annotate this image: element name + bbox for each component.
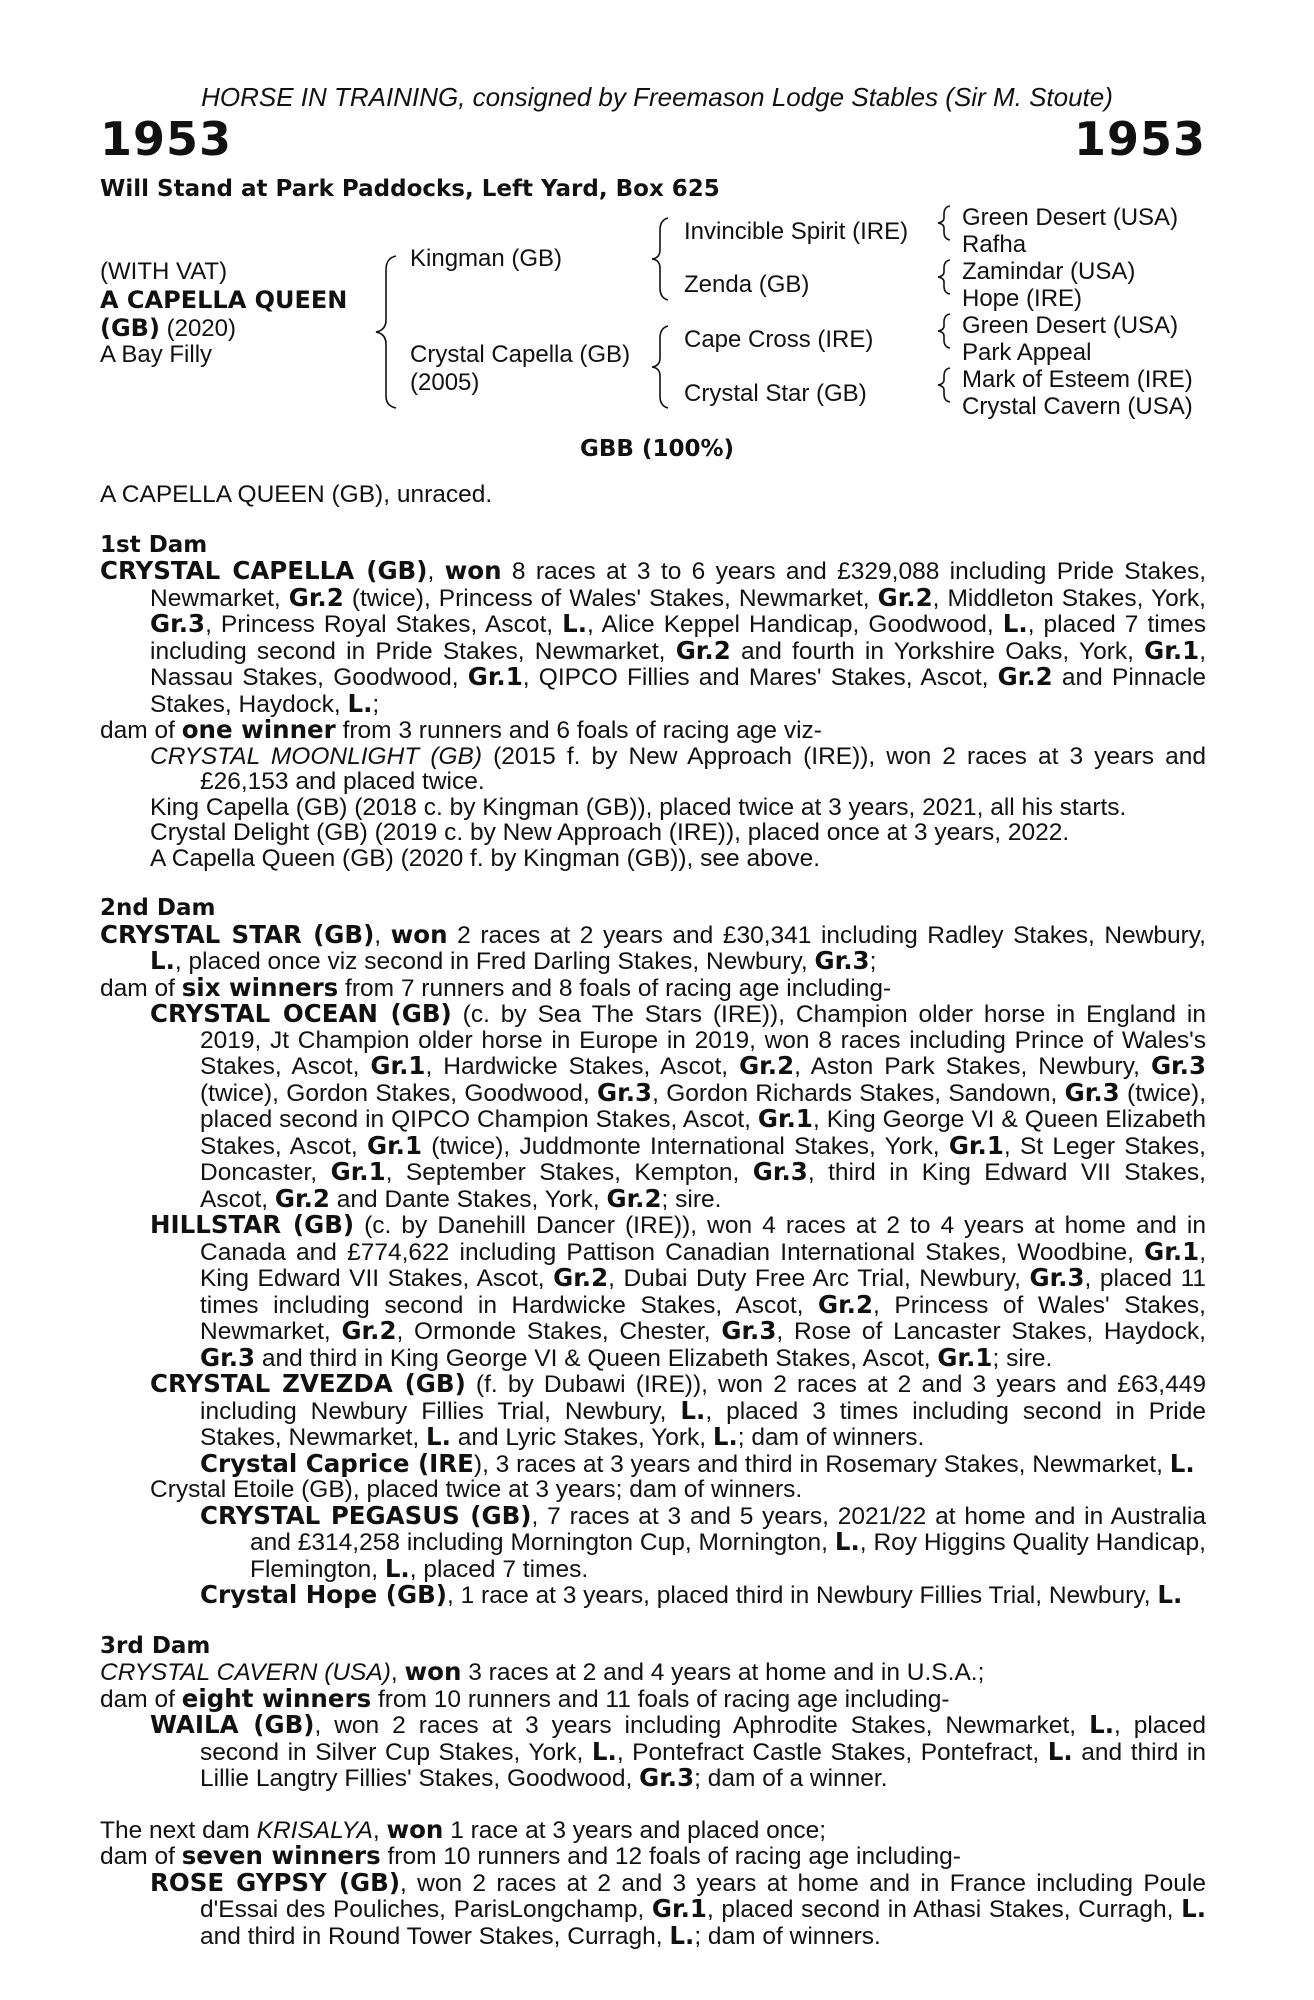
text-run: from 7 runners and 8 foals of racing age including- [338, 974, 892, 1002]
text-paragraph [100, 1712, 1206, 1792]
bold-text: CRYSTAL STAR (GB) [100, 919, 375, 949]
bold-text: L. [426, 1422, 451, 1451]
lot-number-right: 1953 [1073, 112, 1206, 166]
bold-text: L. [1002, 609, 1028, 638]
text-run: and fourth in Yorkshire Oaks, York, [730, 637, 1145, 665]
bold-text: Gr.2 [341, 1316, 397, 1345]
bold-text: L. [150, 946, 175, 975]
bold-text: L. [669, 1920, 695, 1950]
text-run: and Pinnacle Stakes, Haydock, [150, 664, 1206, 718]
bold-text: Gr.3 [1029, 1263, 1085, 1292]
text-run: , Ormonde Stakes, Chester, [396, 1318, 722, 1345]
bold-text: L. [1157, 1580, 1183, 1609]
bold-text: CRYSTAL PEGASUS (GB) [200, 1500, 532, 1530]
bold-text: CRYSTAL ZVEZDA (GB) [150, 1369, 466, 1398]
bold-text: L. [680, 1395, 706, 1425]
bold-text: Gr.1 [937, 1342, 993, 1372]
italic-text: CRYSTAL MOONLIGHT (GB) [150, 742, 483, 770]
text-run: dam of [100, 1843, 182, 1870]
bold-text: Crystal Hope (GB) [200, 1580, 447, 1609]
brace-main [376, 256, 396, 408]
text-paragraph [100, 1843, 1206, 1870]
text-run: and Dante Stakes, York, [329, 1185, 607, 1213]
text-paragraph [100, 1683, 1206, 1713]
ds-sire: Green Desert (USA) [962, 312, 1179, 339]
text-run: , placed 7 times including second in Pride Stakes, Newmarket, [150, 611, 1206, 665]
text-run: , Roy Higgins Quality Handicap, Flemington, [250, 1529, 1206, 1583]
dd-dam: Crystal Cavern (USA) [962, 393, 1193, 420]
bold-text: Gr.1 [370, 1051, 426, 1080]
text-run: , [390, 1659, 405, 1686]
bold-text: Gr.1 [1144, 635, 1200, 665]
bold-text: one winner [181, 715, 336, 744]
bold-text: Gr.2 [739, 1051, 795, 1080]
bold-text: Gr.2 [997, 662, 1053, 691]
text-run: A CAPELLA QUEEN (GB), unraced. [100, 481, 493, 508]
vat-note: (WITH VAT) [100, 258, 228, 285]
bold-text: Gr.2 [817, 1289, 874, 1319]
dam-sire: Cape Cross (IRE) [684, 326, 874, 353]
bold-text: L. [591, 1736, 617, 1766]
bold-text: won [404, 1657, 462, 1686]
text-run: 3 races at 2 and 4 years at home and in U.S.A.; [461, 1659, 985, 1686]
text-run: , placed second in Athasi Stakes, Curragh, [706, 1896, 1182, 1923]
bold-text: L. [1047, 1736, 1073, 1766]
bold-text: Gr.2 [553, 1263, 609, 1292]
bold-text: Gr.3 [1150, 1051, 1206, 1080]
text-paragraph [100, 820, 1206, 846]
bold-text: Gr.3 [639, 1763, 695, 1792]
text-run: 1 race at 3 years and placed once; [443, 1816, 827, 1844]
text-run: , St Leger Stakes, Doncaster, [200, 1132, 1206, 1186]
italic-text: CRYSTAL CAVERN (USA) [100, 1659, 391, 1686]
sd-dam: Hope (IRE) [962, 285, 1083, 312]
text-paragraph [100, 919, 1206, 975]
bold-text: eight winners [181, 1683, 372, 1713]
text-paragraph [100, 1814, 1206, 1844]
bold-text: Gr.3 [752, 1157, 808, 1186]
horse-description: A Bay Filly [100, 341, 213, 368]
text-run: Crystal Delight (GB) (2019 c. by New Approach (IRE)), placed once at 3 years, 2022. [150, 819, 1070, 846]
text-run: , 7 races at 3 and 5 years, 2021/22 at home and in Australia and £314,258 including Mornington Cup, Mornington, [250, 1502, 1206, 1556]
bold-text: WAILA (GB) [150, 1710, 315, 1739]
text-run: ; [869, 948, 877, 975]
bold-text: HILLSTAR (GB) [150, 1210, 355, 1239]
text-run: (twice), Juddmonte International Stakes, York, [422, 1132, 949, 1160]
brace-ds [938, 314, 950, 348]
text-run: , Rose of Lancaster Stakes, Haydock, [776, 1318, 1206, 1345]
sire: Kingman (GB) [410, 245, 563, 272]
text-run: , [427, 558, 445, 585]
bold-text: Crystal Caprice (IRE [200, 1448, 474, 1478]
stand-location: Will Stand at Park Paddocks, Left Yard, Box 625 [100, 176, 720, 202]
text-run: , Aston Park Stakes, Newbury, [794, 1053, 1151, 1080]
text-paragraph [100, 1867, 1206, 1950]
text-run: and Lyric Stakes, York, [450, 1424, 713, 1451]
bold-text: L. [562, 609, 588, 638]
bold-text: won [390, 919, 448, 949]
bold-text: Gr.1 [330, 1157, 386, 1186]
horse-name-text: A CAPELLA QUEEN [100, 286, 348, 314]
bold-text: Gr.2 [274, 1183, 330, 1213]
text-run: , Middleton Stakes, York, [932, 584, 1206, 612]
text-paragraph [100, 482, 1206, 508]
text-run: , Princess Royal Stakes, Ascot, [205, 611, 563, 638]
text-run: and third in Lillie Langtry Fillies' Stakes, Goodwood, [200, 1738, 1206, 1792]
section-heading: 3rd Dam [100, 1632, 211, 1659]
spacer [100, 871, 1206, 896]
italic-text: KRISALYA [256, 1816, 373, 1844]
text-run: , Gordon Richards Stakes, Sandown, [652, 1079, 1065, 1107]
spacer [100, 1792, 1206, 1817]
text-run: A Capella Queen (GB) (2020 f. by Kingman (GB)), see above. [150, 844, 821, 872]
text-paragraph [100, 1477, 1206, 1503]
text-run: , [374, 921, 391, 949]
bold-text: Gr.2 [675, 635, 731, 665]
text-paragraph [100, 1448, 1206, 1478]
text-paragraph [100, 1212, 1206, 1371]
text-run: (twice), Gordon Stakes, Goodwood, [200, 1079, 598, 1107]
spacer [100, 1609, 1206, 1634]
bold-text: Gr.1 [366, 1130, 423, 1160]
text-run: , Nassau Stakes, Goodwood, [150, 637, 1207, 691]
sd-sire: Zamindar (USA) [962, 258, 1136, 285]
text-run: 2 races at 2 years and £30,341 including Radley Stakes, Newbury, [447, 921, 1206, 949]
bold-text: Gr.3 [1064, 1077, 1120, 1107]
bold-text: L. [347, 688, 373, 718]
dam: Crystal Capella (GB) [410, 341, 631, 368]
dam-dam: Crystal Star (GB) [684, 380, 867, 407]
text-paragraph [100, 1500, 1206, 1583]
text-run: ; dam of winners. [694, 1922, 881, 1950]
section-heading: 2nd Dam [100, 895, 216, 921]
lot-number-left: 1953 [100, 112, 233, 166]
text-run: The next dam [100, 1816, 257, 1844]
bold-text: Gr.3 [150, 609, 206, 638]
text-paragraph [100, 972, 1206, 1002]
horse-year: (2020) [166, 315, 236, 342]
text-run: , placed once viz second in Fred Darling Stakes, Newbury, [174, 948, 815, 975]
bold-text: Gr.1 [1144, 1236, 1200, 1266]
bold-text: L. [1089, 1710, 1115, 1739]
text-run: dam of [100, 1685, 182, 1713]
text-run: (twice), Princess of Wales' Stakes, Newmarket, [343, 584, 878, 612]
pedigree-braces [0, 0, 1314, 440]
breeding-percentage: GBB (100%) [579, 436, 735, 462]
text-run: , Dubai Duty Free Arc Trial, Newbury, [608, 1265, 1030, 1292]
dam-year: (2005) [410, 369, 480, 396]
bold-text: Gr.1 [651, 1894, 707, 1923]
bold-text: seven winners [181, 1841, 381, 1870]
bold-text: Gr.3 [721, 1316, 777, 1345]
text-run: ; sire. [992, 1344, 1053, 1372]
text-paragraph [100, 558, 1206, 717]
text-run: , placed 7 times. [409, 1555, 589, 1583]
text-run: , September Stakes, Kempton, [385, 1159, 753, 1186]
bold-text: CRYSTAL OCEAN (GB) [150, 999, 452, 1028]
text-paragraph [100, 1582, 1206, 1609]
brace-sire [652, 218, 668, 300]
sire-sire: Invincible Spirit (IRE) [684, 218, 909, 245]
text-run: ; [372, 690, 380, 718]
text-run: , Hardwicke Stakes, Ascot, [425, 1053, 740, 1080]
text-run: , won 2 races at 3 years including Aphrodite Stakes, Newmarket, [314, 1712, 1090, 1739]
text-run: , Alice Keppel Handicap, Goodwood, [587, 611, 1003, 638]
text-run: Crystal Etoile (GB), placed twice at 3 years; dam of winners. [150, 1476, 803, 1503]
bold-text: six winners [181, 972, 339, 1002]
text-paragraph [100, 795, 1206, 821]
text-paragraph [100, 744, 1206, 795]
text-run: (twice), placed second in QIPCO Champion Stakes, Ascot, [200, 1079, 1206, 1133]
horse-country: (GB) [100, 314, 160, 342]
text-run: (f. by Dubawi (IRE)), won 2 races at 2 and 3 years and £63,449 including Newbury Fillies Trial, Newbury, [200, 1371, 1206, 1425]
bold-text: ROSE GYPSY (GB) [150, 1867, 401, 1897]
catalogue-text [100, 482, 1206, 1949]
text-run: , Pontefract Castle Stakes, Pontefract, [616, 1738, 1048, 1766]
text-run: , placed second in Silver Cup Stakes, York, [200, 1712, 1206, 1766]
text-run: , third in King Edward VII Stakes, Ascot, [200, 1159, 1206, 1213]
text-run: , 1 race at 3 years, placed third in Newbury Fillies Trial, Newbury, [447, 1582, 1158, 1609]
text-run: from 10 runners and 12 foals of racing age including- [380, 1843, 961, 1870]
text-paragraph [100, 846, 1206, 872]
sire-dam: Zenda (GB) [684, 271, 810, 298]
bold-text: won [444, 556, 502, 585]
dd-sire: Mark of Esteem (IRE) [962, 366, 1193, 393]
spacer [100, 508, 1206, 533]
bold-text: L. [1181, 1894, 1206, 1923]
bold-text: Gr.3 [597, 1077, 653, 1107]
text-run: from 10 runners and 11 foals of racing age including- [371, 1685, 950, 1713]
text-run: (c. by Danehill Dancer (IRE)), won 4 races at 2 to 4 years at home and in Canada and £774,622 including Pattison Canadian International Stakes, Woodbine, [200, 1212, 1206, 1266]
bold-text: Gr.3 [200, 1342, 256, 1372]
text-run: , [372, 1816, 387, 1844]
bold-text: Gr.3 [814, 946, 870, 975]
ss-sire: Green Desert (USA) [962, 204, 1179, 231]
text-run: 8 races at 3 to 6 years and £329,088 including Pride Stakes, Newmarket, [150, 558, 1206, 612]
bold-text: L. [384, 1553, 410, 1583]
text-paragraph [100, 717, 1206, 744]
ss-dam: Rafha [962, 231, 1027, 258]
text-run: , King Edward VII Stakes, Ascot, [200, 1238, 1206, 1292]
text-run: (c. by Sea The Stars (IRE)), Champion older horse in England in 2019, Jt Champion older horse in Europe in 2019, won 8 races including Prince of Wales's Stakes, Ascot, [200, 1001, 1206, 1080]
brace-dd [938, 368, 950, 402]
bold-text: CRYSTAL CAPELLA (GB) [100, 556, 428, 585]
consignment-line: HORSE IN TRAINING, consigned by Freemason Lodge Stables (Sir M. Stoute) [201, 82, 1113, 112]
bold-text: Gr.2 [606, 1183, 662, 1213]
bold-text: won [386, 1814, 444, 1844]
text-run: , placed 11 times including second in Hardwicke Stakes, Ascot, [200, 1265, 1206, 1319]
brace-dam [652, 326, 668, 408]
brace-sd [938, 260, 950, 294]
bold-text: Gr.2 [877, 582, 933, 612]
bold-text: L. [834, 1527, 860, 1556]
text-run: dam of [100, 974, 182, 1002]
bold-text: Gr.1 [757, 1104, 813, 1133]
text-run: , placed 3 times including second in Pride Stakes, Newmarket, [200, 1397, 1206, 1451]
text-paragraph [100, 1659, 1206, 1686]
brace-ss [938, 206, 950, 240]
text-run: from 3 runners and 6 foals of racing age viz- [335, 717, 822, 744]
text-run: (2015 f. by New Approach (IRE)), won 2 races at 3 years and £26,153 and placed twice. [200, 742, 1206, 795]
text-run: dam of [100, 717, 182, 744]
text-paragraph [100, 1371, 1206, 1451]
section-heading: 1st Dam [100, 531, 208, 558]
text-paragraph [100, 1001, 1206, 1212]
text-run: , QIPCO Fillies and Mares' Stakes, Ascot, [522, 664, 998, 691]
text-run: , King George VI & Queen Elizabeth Stakes, Ascot, [200, 1106, 1206, 1160]
text-run: ; dam of winners. [737, 1424, 925, 1451]
bold-text: Gr.1 [467, 662, 523, 691]
text-run: and third in King George VI & Queen Elizabeth Stakes, Ascot, [255, 1344, 938, 1372]
text-run: , Princess of Wales' Stakes, Newmarket, [200, 1291, 1206, 1345]
bold-text: L. [1169, 1448, 1195, 1478]
text-run: , won 2 races at 2 and 3 years at home and in France including Poule d'Essai des Pouliches, ParisLongchamp, [200, 1869, 1206, 1923]
ds-dam: Park Appeal [962, 339, 1092, 366]
bold-text: Gr.1 [948, 1130, 1004, 1160]
bold-text: L. [712, 1422, 738, 1451]
text-run: and third in Round Tower Stakes, Curragh, [200, 1922, 670, 1950]
text-run: King Capella (GB) (2018 c. by Kingman (GB)), placed twice at 3 years, 2021, all his starts. [150, 793, 1127, 821]
text-run: ; sire. [661, 1185, 722, 1213]
text-run: ), 3 races at 3 years and third in Rosemary Stakes, Newmarket, [473, 1450, 1170, 1478]
bold-text: Gr.2 [288, 582, 344, 612]
text-run: ; dam of a winner. [694, 1765, 888, 1792]
